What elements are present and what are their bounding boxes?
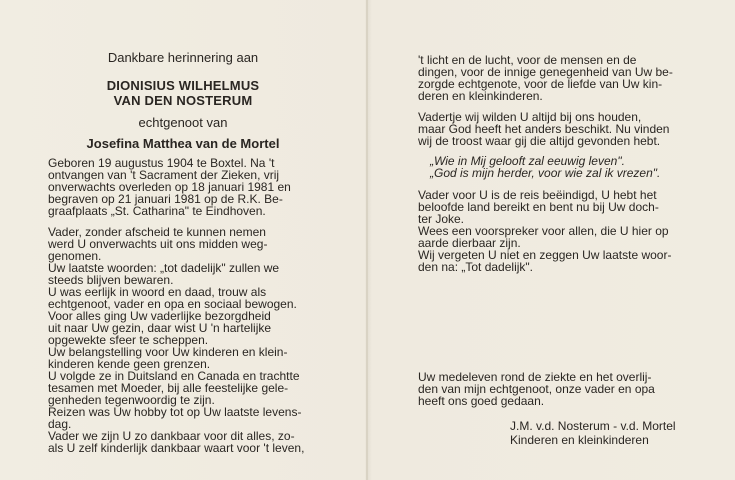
text-line: Wees een voorspreker voor allen, die U hier op bbox=[418, 224, 669, 238]
text-line: deren en kleinkinderen. bbox=[418, 89, 543, 103]
right-page bbox=[368, 0, 735, 480]
text-line: genomen. bbox=[48, 249, 102, 263]
text-line: Reizen was Uw hobby tot op Uw laatste levens- bbox=[48, 405, 302, 419]
text-line: den van mijn echtgenoot, onze vader en opa bbox=[418, 382, 655, 396]
deceased-name-line-2: VAN DEN NOSTERUM bbox=[113, 93, 253, 108]
signature-family: J.M. v.d. Nosterum - v.d. Mortel bbox=[510, 419, 676, 433]
text-line: ter Joke. bbox=[418, 212, 465, 226]
text-line: werd U onverwachts uit ons midden weg- bbox=[48, 237, 268, 251]
text-line: maar God heeft het anders beschikt. Nu vinden bbox=[418, 122, 670, 136]
text-line: Geboren 19 augustus 1904 te Boxtel. Na 't bbox=[48, 156, 275, 170]
text-line: wij de troost waar gij die altijd gevonden hebt. bbox=[418, 134, 661, 148]
text-line: begraven op 21 januari 1981 op de R.K. Be- bbox=[48, 192, 283, 206]
text-line: Uw laatste woorden: „tot dadelijk" zullen we bbox=[48, 261, 280, 275]
text-line: zorgde echtgenote, voor de liefde van Uw kin- bbox=[418, 77, 663, 91]
text-line: Vader voor U is de reis beëindigd, U hebt het bbox=[418, 188, 657, 202]
consolation-paragraph bbox=[418, 111, 700, 147]
dedication-heading: Dankbare herinnering aan bbox=[107, 50, 259, 65]
text-line: aarde dierbaar zijn. bbox=[418, 236, 521, 250]
text-line: ontvangen van 't Sacrament der Zieken, vrij bbox=[48, 168, 280, 182]
text-line: tesamen met Moeder, bij alle feestelijke gele- bbox=[48, 381, 289, 395]
text-line: graafplaats „St. Catharina" te Eindhoven. bbox=[48, 204, 266, 218]
text-line: kinderen kende geen grenzen. bbox=[48, 357, 211, 371]
text-line: Uw medeleven rond de ziekte en het overlij- bbox=[418, 370, 652, 384]
text-line: uit naar Uw gezin, daar wist U 'n hartelijke bbox=[48, 321, 272, 335]
text-line: onverwachts overleden op 18 januari 1981 en bbox=[48, 180, 291, 194]
quote-line: „God is mijn herder, voor wie zal ik vrezen". bbox=[430, 166, 661, 180]
text-line: Wij vergeten U niet en zeggen Uw laatste woor- bbox=[418, 248, 672, 262]
text-line: U was eerlijk in woord en daad, trouw als bbox=[48, 285, 267, 299]
text-line: Uw belangstelling voor Uw kinderen en klein- bbox=[48, 345, 288, 359]
text-line: Vader, zonder afscheid te kunnen nemen bbox=[48, 225, 266, 239]
left-page bbox=[0, 0, 366, 480]
text-line: echtgenoot, vader en opa en sociaal bewogen. bbox=[48, 297, 297, 311]
biography-paragraph bbox=[48, 157, 330, 217]
continuation-paragraph bbox=[418, 54, 700, 102]
text-line: opgewekte sfeer te scheppen. bbox=[48, 333, 209, 347]
text-line: beloofde land bereikt en bent nu bij Uw doch- bbox=[418, 200, 659, 214]
text-line: genheden tegenwoordig te zijn. bbox=[48, 393, 215, 407]
text-line: Vader we zijn U zo dankbaar voor dit alles, zo- bbox=[48, 429, 295, 443]
tribute-paragraph bbox=[48, 226, 330, 454]
text-line: steeds blijven bewaren. bbox=[48, 273, 174, 287]
text-line: 't licht en de lucht, voor de mensen en de bbox=[418, 53, 637, 67]
text-line: dingen, voor de innige genegenheid van Uw be- bbox=[418, 65, 673, 79]
text-line: Voor alles ging Uw vaderlijke bezorgdheid bbox=[48, 309, 271, 323]
text-line: U volgde ze in Duitsland en Canada en trachtte bbox=[48, 369, 300, 383]
thanks-paragraph bbox=[418, 371, 700, 407]
spouse-name: Josefina Matthea van de Mortel bbox=[86, 136, 280, 151]
text-line: Vadertje wij wilden U altijd bij ons houden, bbox=[418, 110, 642, 124]
scripture-quote bbox=[430, 155, 712, 179]
spouse-of-label: echtgenoot van bbox=[138, 115, 228, 130]
text-line: als U zelf kinderlijk dankbaar waart voor 't leven, bbox=[48, 441, 305, 455]
farewell-paragraph bbox=[418, 189, 700, 273]
text-line: dag. bbox=[48, 417, 72, 431]
quote-line: „Wie in Mij gelooft zal eeuwig leven". bbox=[430, 154, 625, 168]
deceased-name-line-1: DIONISIUS WILHELMUS bbox=[106, 78, 260, 93]
signature-relatives: Kinderen en kleinkinderen bbox=[510, 433, 649, 447]
text-line: heeft ons goed gedaan. bbox=[418, 394, 545, 408]
text-line: den na: „Tot dadelijk". bbox=[418, 260, 533, 274]
